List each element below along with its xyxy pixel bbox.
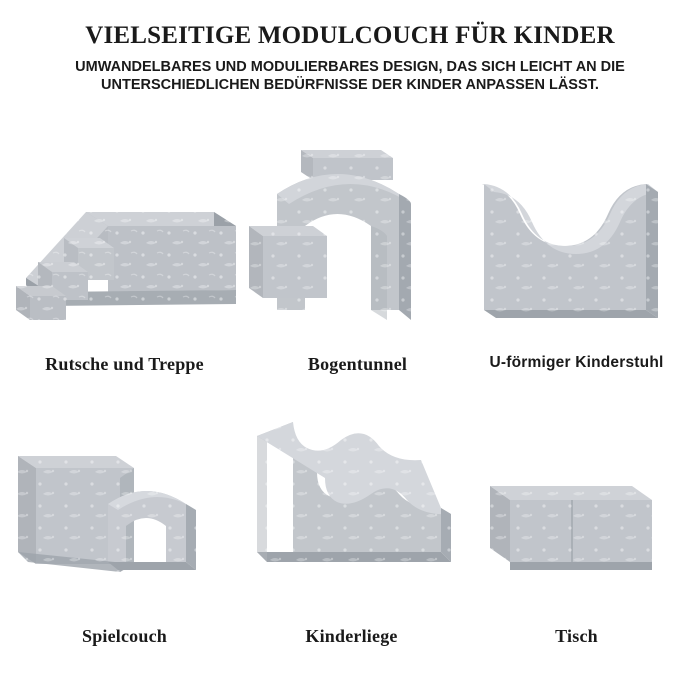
u-shaped-chair-shape: [460, 140, 693, 355]
lounger-shape: [235, 412, 468, 627]
config-caption: Rutsche und Treppe: [45, 354, 204, 374]
config-caption: Tisch: [555, 626, 598, 646]
config-item-arch-tunnel: [241, 140, 474, 405]
config-item-lounger: [235, 412, 468, 677]
config-caption: Bogentunnel: [307, 354, 408, 374]
slide-and-stairs-shape: [8, 140, 241, 355]
arch-tunnel-shape: [241, 140, 474, 355]
config-caption: Kinderliege: [305, 626, 398, 646]
table-shape: [460, 412, 693, 627]
page-title: VIELSEITIGE MODULCOUCH FÜR KINDER: [85, 22, 615, 49]
config-caption: U-förmiger Kinderstuhl: [489, 354, 664, 371]
config-item-u-shaped-chair: [460, 140, 693, 405]
config-item-table: [460, 412, 693, 677]
page-subtitle: UMWANDELBARES UND MODULIERBARES DESIGN, DAS SICH LEICHT AN DIE UNTERSCHIEDLICHEN BEDÜRFNISSE DER KINDER ANPASSEN LÄSST.: [75, 58, 625, 94]
play-couch-shape: [8, 412, 241, 627]
config-caption: Spielcouch: [81, 626, 167, 646]
config-item-slide-and-stairs: [8, 140, 241, 405]
config-item-play-couch: [8, 412, 241, 677]
product-configurations-grid: [0, 140, 700, 690]
